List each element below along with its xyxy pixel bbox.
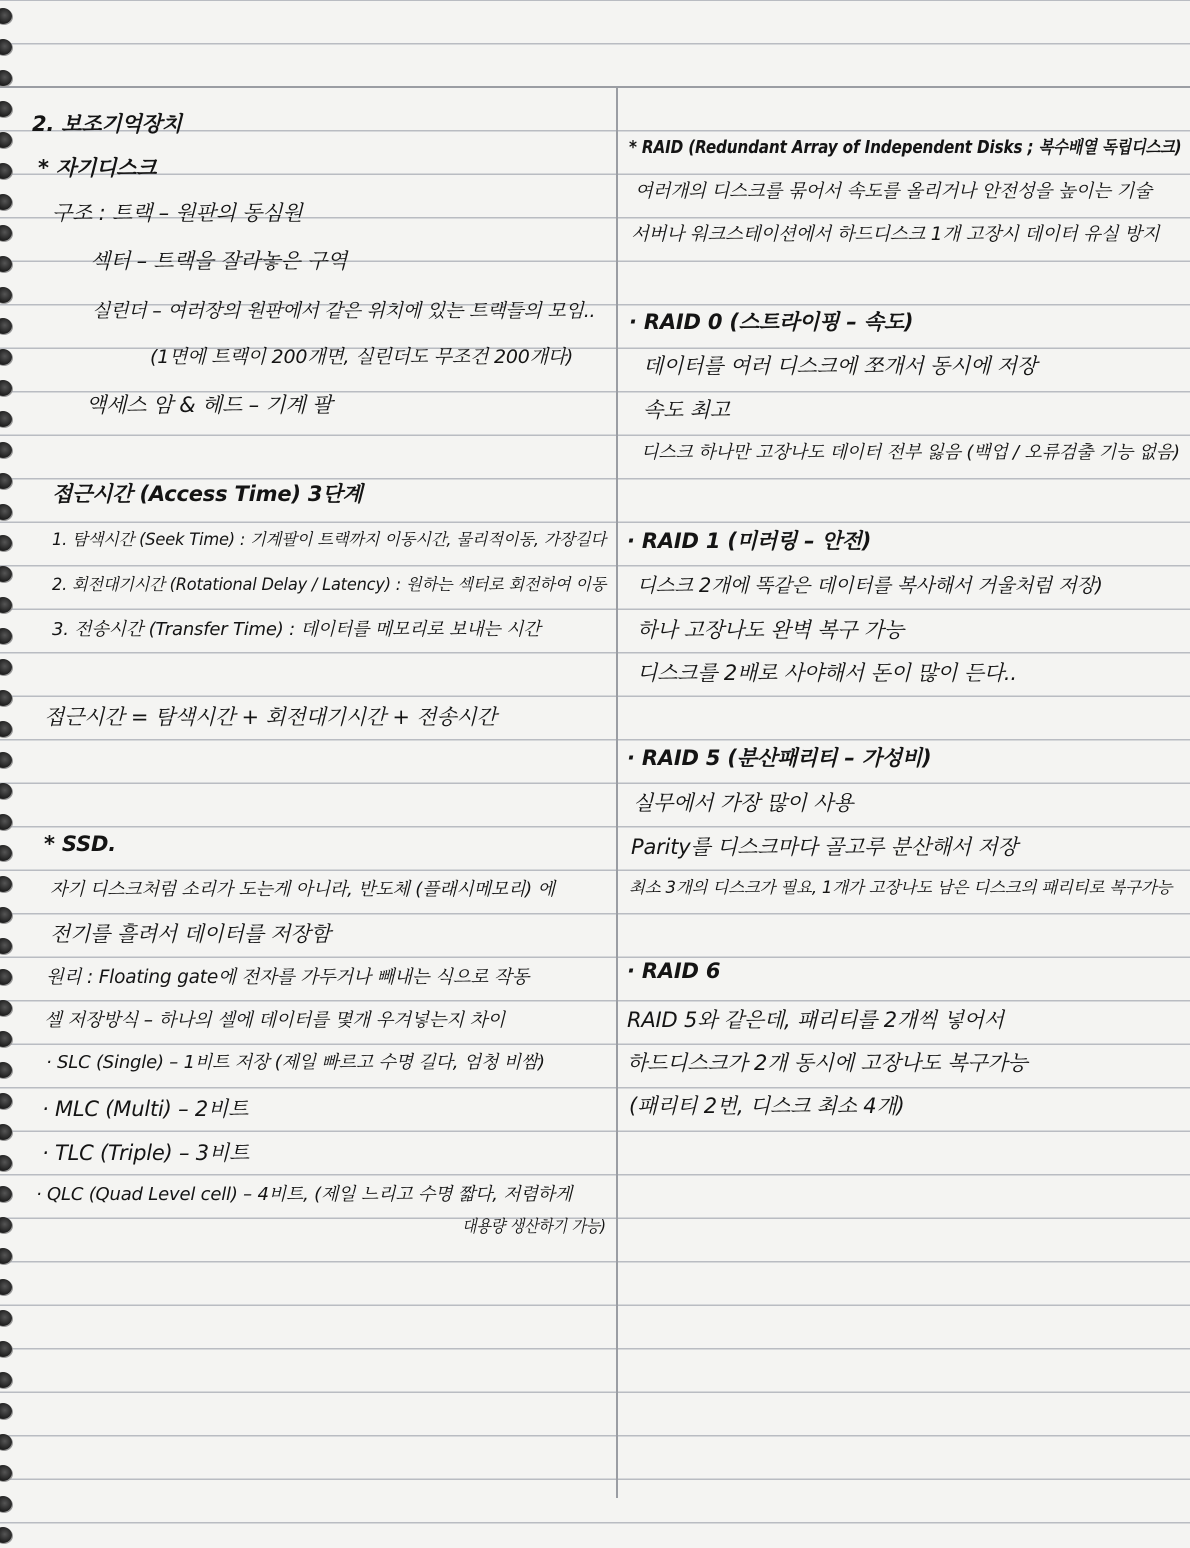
note-line: 데이터를 여러 디스크에 쪼개서 동시에 저장 bbox=[643, 354, 1037, 378]
access-time-heading: 접근시간 (Access Time) 3단계 bbox=[52, 482, 363, 506]
note-line: 하나 고장나도 완벽 복구 가능 bbox=[637, 618, 904, 642]
spiral-hole bbox=[0, 1434, 12, 1450]
spiral-hole bbox=[0, 1217, 12, 1233]
spiral-hole bbox=[0, 101, 12, 117]
note-line: 여러개의 디스크를 묶어서 속도를 올리거나 안전성을 높이는 기술 bbox=[635, 181, 1152, 202]
spiral-hole bbox=[0, 1403, 12, 1419]
spiral-hole bbox=[0, 349, 12, 365]
spiral-hole bbox=[0, 1031, 12, 1047]
formula-line: 접근시간 = 탐색시간 + 회전대기시간 + 전송시간 bbox=[44, 705, 497, 729]
spiral-hole bbox=[0, 318, 12, 334]
spiral-hole bbox=[0, 163, 12, 179]
spiral-hole bbox=[0, 194, 12, 210]
spiral-hole bbox=[0, 287, 12, 303]
spiral-hole bbox=[0, 597, 12, 613]
note-line: 구조 : 트랙 – 원판의 동심원 bbox=[52, 201, 303, 225]
spiral-hole bbox=[0, 39, 12, 55]
spiral-hole bbox=[0, 938, 12, 954]
raid5-heading: · RAID 5 (분산패리티 – 가성비) bbox=[627, 746, 932, 770]
note-line: Parity를 디스크마다 골고루 분산해서 저장 bbox=[631, 835, 1018, 859]
note-line: 2. 회전대기시간 (Rotational Delay / Latency) : 원하는 섹터로 회전하여 이동 bbox=[52, 575, 607, 594]
note-line: (1면에 트랙이 200개면, 실린더도 무조건 200개다) bbox=[150, 346, 574, 368]
note-line: · TLC (Triple) – 3비트 bbox=[42, 1141, 250, 1165]
spiral-hole bbox=[0, 1124, 12, 1140]
spiral-hole bbox=[0, 1279, 12, 1295]
note-line: 자기 디스크처럼 소리가 도는게 아니라, 반도체 (플래시메모리) 에 bbox=[50, 879, 555, 900]
note-line: 1. 탐색시간 (Seek Time) : 기계팔이 트랙까지 이동시간, 물리적이동, 가장길다 bbox=[52, 530, 606, 549]
spiral-hole bbox=[0, 1000, 12, 1016]
spiral-hole bbox=[0, 1341, 12, 1357]
spiral-hole bbox=[0, 1186, 12, 1202]
spiral-binding bbox=[0, 0, 28, 1548]
raid6-heading: · RAID 6 bbox=[627, 959, 721, 983]
note-line: 속도 최고 bbox=[643, 398, 730, 422]
spiral-hole bbox=[0, 783, 12, 799]
note-line: 대용량 생산하기 가능) bbox=[462, 1217, 606, 1237]
note-line: 하드디스크가 2개 동시에 고장나도 복구가능 bbox=[627, 1051, 1028, 1075]
spiral-hole bbox=[0, 380, 12, 396]
spiral-hole bbox=[0, 907, 12, 923]
spiral-hole bbox=[0, 1155, 12, 1171]
spiral-hole bbox=[0, 814, 12, 830]
note-line: 실린더 – 여러장의 원판에서 같은 위치에 있는 트랙들의 모임.. bbox=[92, 300, 596, 322]
note-line: 전기를 흘려서 데이터를 저장함 bbox=[50, 922, 331, 946]
note-line: · QLC (Quad Level cell) – 4비트, (제일 느리고 수명 짧다, 저렴하게 bbox=[36, 1184, 573, 1205]
note-line: RAID 5와 같은데, 패리티를 2개씩 넣어서 bbox=[627, 1008, 1004, 1032]
raid-heading: * RAID (Redundant Array of Independent Disks ; 복수배열 독립디스크) bbox=[629, 138, 1182, 158]
spiral-hole bbox=[0, 1093, 12, 1109]
ssd-heading: * SSD. bbox=[44, 832, 117, 856]
note-line: (패리티 2번, 디스크 최소 4개) bbox=[629, 1094, 905, 1118]
spiral-hole bbox=[0, 628, 12, 644]
spiral-hole bbox=[0, 225, 12, 241]
spiral-hole bbox=[0, 132, 12, 148]
spiral-hole bbox=[0, 535, 12, 551]
note-line: 디스크를 2배로 사야해서 돈이 많이 든다.. bbox=[637, 661, 1017, 685]
note-line: 디스크 2개에 똑같은 데이터를 복사해서 거울처럼 저장) bbox=[637, 574, 1103, 597]
spiral-hole bbox=[0, 1527, 12, 1543]
raid1-heading: · RAID 1 (미러링 – 안전) bbox=[627, 529, 872, 553]
spiral-hole bbox=[0, 256, 12, 272]
spiral-hole bbox=[0, 411, 12, 427]
spiral-hole bbox=[0, 70, 12, 86]
spiral-hole bbox=[0, 690, 12, 706]
spiral-hole bbox=[0, 504, 12, 520]
spiral-hole bbox=[0, 442, 12, 458]
spiral-hole bbox=[0, 1496, 12, 1512]
spiral-hole bbox=[0, 566, 12, 582]
note-line: 셀 저장방식 – 하나의 셀에 데이터를 몇개 우겨넣는지 차이 bbox=[44, 1010, 505, 1031]
note-line: 섹터 – 트랙을 잘라놓은 구역 bbox=[90, 249, 348, 273]
spiral-hole bbox=[0, 473, 12, 489]
spiral-hole bbox=[0, 721, 12, 737]
magnetic-disk-heading: * 자기디스크 bbox=[38, 156, 157, 180]
top-rule bbox=[0, 86, 1190, 88]
spiral-hole bbox=[0, 1062, 12, 1078]
spiral-hole bbox=[0, 1310, 12, 1326]
note-line: 디스크 하나만 고장나도 데이터 전부 잃음 (백업 / 오류검출 기능 없음) bbox=[641, 442, 1180, 463]
spiral-hole bbox=[0, 969, 12, 985]
raid0-heading: · RAID 0 (스트라이핑 – 속도) bbox=[629, 310, 914, 334]
spiral-hole bbox=[0, 845, 12, 861]
section-title: 2. 보조기억장치 bbox=[32, 112, 182, 136]
spiral-hole bbox=[0, 876, 12, 892]
note-line: · SLC (Single) – 1비트 저장 (제일 빠르고 수명 길다, 엄청 비쌈) bbox=[46, 1052, 545, 1073]
spiral-hole bbox=[0, 8, 12, 24]
spiral-hole bbox=[0, 752, 12, 768]
note-line: 실무에서 가장 많이 사용 bbox=[633, 791, 854, 815]
column-divider bbox=[616, 88, 618, 1498]
note-line: 3. 전송시간 (Transfer Time) : 데이터를 메모리로 보내는 시간 bbox=[52, 619, 541, 640]
note-line: 최소 3개의 디스크가 필요, 1개가 고장나도 남은 디스크의 패리티로 복구가능 bbox=[629, 878, 1173, 897]
note-line: 서버나 워크스테이션에서 하드디스크 1개 고장시 데이터 유실 방지 bbox=[631, 224, 1160, 245]
note-line: 액세스 암 & 헤드 – 기계 팔 bbox=[86, 393, 333, 417]
spiral-hole bbox=[0, 1248, 12, 1264]
spiral-hole bbox=[0, 659, 12, 675]
spiral-hole bbox=[0, 1465, 12, 1481]
spiral-hole bbox=[0, 1372, 12, 1388]
note-line: 원리 : Floating gate에 전자를 가두거나 빼내는 식으로 작동 bbox=[46, 967, 530, 988]
note-line: · MLC (Multi) – 2비트 bbox=[42, 1097, 249, 1121]
